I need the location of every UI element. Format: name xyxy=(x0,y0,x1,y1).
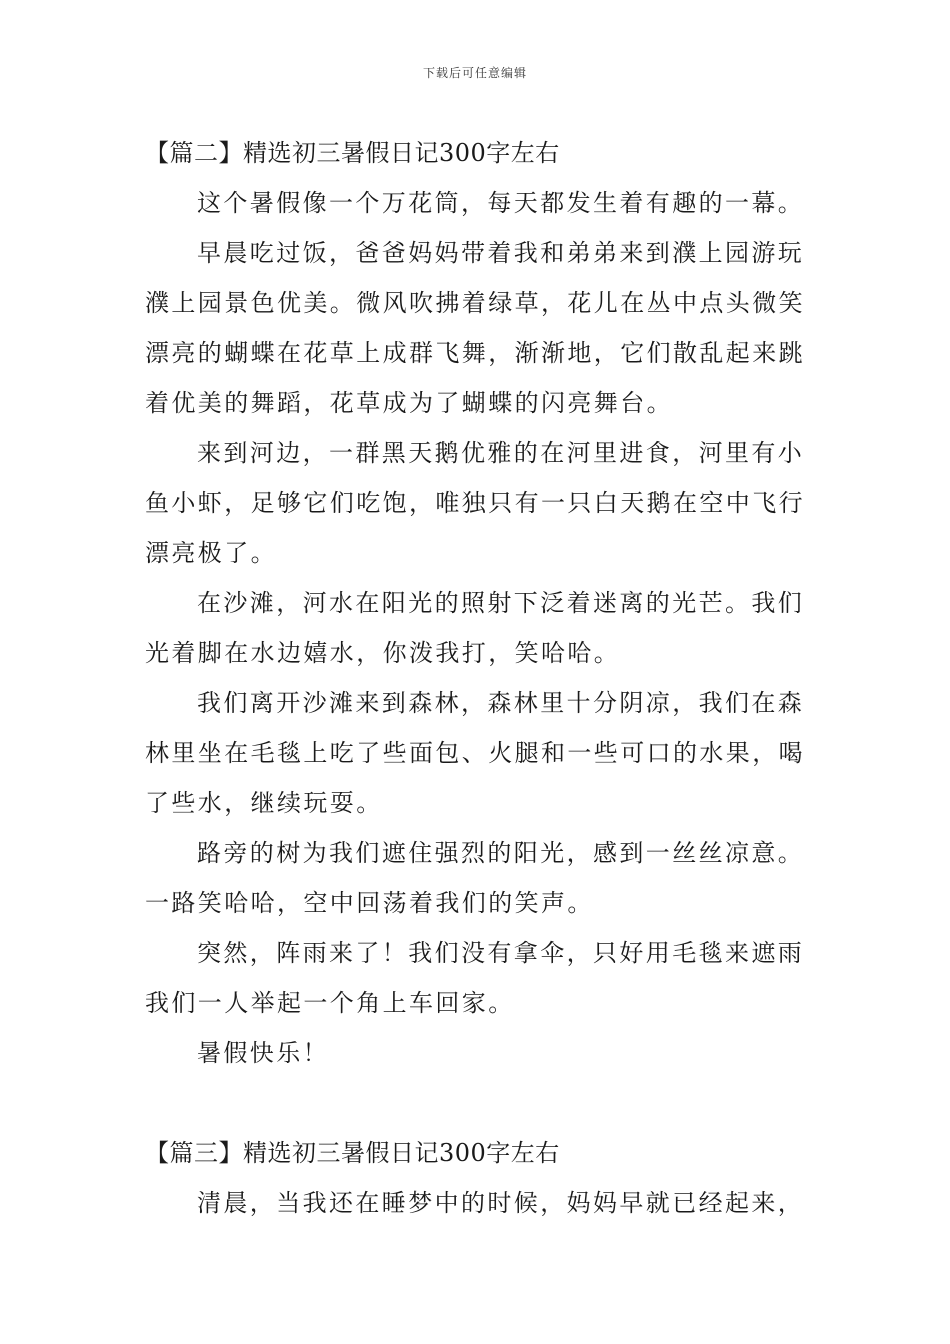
paragraph: 暑假快乐！ xyxy=(197,1039,329,1067)
section-title-2: 【篇二】精选初三暑假日记300字左右 xyxy=(145,139,560,167)
document-body xyxy=(145,128,807,1228)
paragraph: 来到河边，一群黑天鹅优雅的在河里进食，河里有小鱼小虾，足够它们吃饱，唯独只有一只白天鹅在空中飞行漂亮极了。 xyxy=(145,439,805,567)
paragraph: 路旁的树为我们遮住强烈的阳光，感到一丝丝凉意。一路笑哈哈，空中回荡着我们的笑声。 xyxy=(145,839,805,917)
paragraph: 这个暑假像一个万花筒，每天都发生着有趣的一幕。 xyxy=(197,189,805,217)
paragraph: 突然，阵雨来了！我们没有拿伞，只好用毛毯来遮雨我们一人举起一个角上车回家。 xyxy=(145,939,805,1017)
paragraph: 在沙滩，河水在阳光的照射下泛着迷离的光芒。我们光着脚在水边嬉水，你泼我打，笑哈哈。 xyxy=(145,589,805,667)
paragraph: 我们离开沙滩来到森林，森林里十分阴凉，我们在森林里坐在毛毯上吃了些面包、火腿和一些可口的水果，喝了些水，继续玩耍。 xyxy=(145,689,805,817)
header-note: 下载后可任意编辑 xyxy=(422,66,527,80)
paragraph: 清晨，当我还在睡梦中的时候，妈妈早就已经起来， xyxy=(197,1189,805,1217)
paragraph: 早晨吃过饭，爸爸妈妈带着我和弟弟来到濮上园游玩濮上园景色优美。微风吹拂着绿草，花儿在丛中点头微笑漂亮的蝴蝶在花草上成群飞舞，渐渐地，它们散乱起来跳着优美的舞蹈，花草成为了蝴蝶的闪亮舞台。 xyxy=(145,239,805,417)
section-title-3: 【篇三】精选初三暑假日记300字左右 xyxy=(145,1139,560,1167)
section-gap xyxy=(145,1078,807,1128)
